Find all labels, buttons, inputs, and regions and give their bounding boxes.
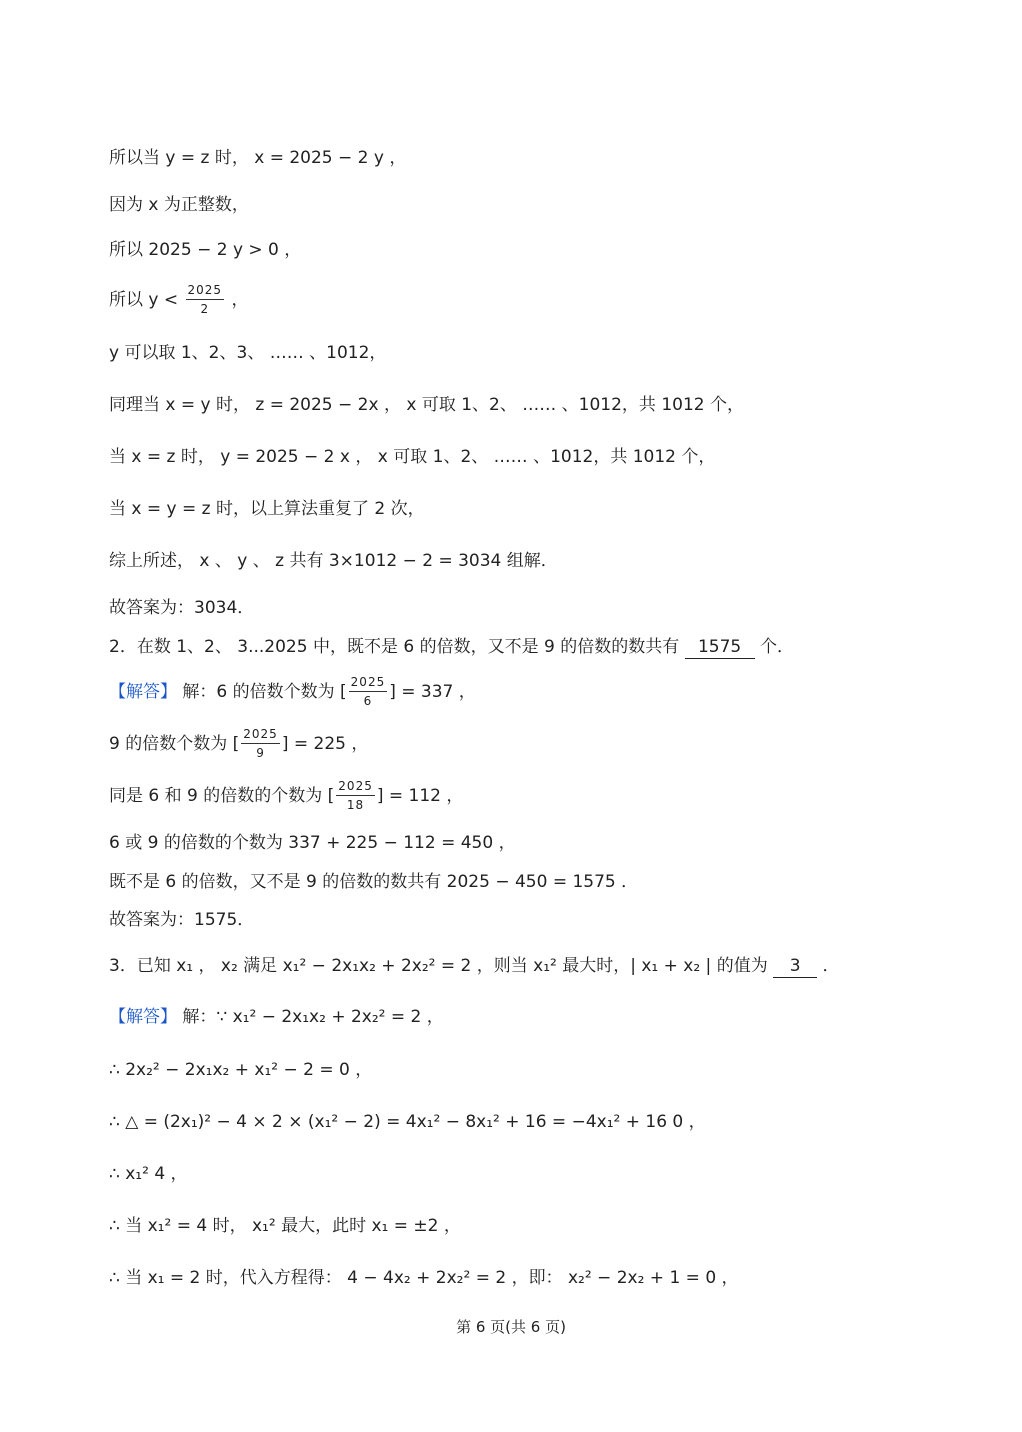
q2-answer-blank: 1575: [685, 636, 755, 659]
solution-line-4: [109, 282, 248, 318]
fraction-denominator: 6: [363, 694, 373, 708]
q2-solution-1: [109, 674, 476, 710]
fraction: [349, 674, 388, 710]
q2-s1-prefix: 解：6 的倍数个数为 [: [182, 682, 347, 702]
q2-solution-2: [109, 726, 368, 762]
solution-line-9: 综上所述， x 、 y 、 z 共有 3×1012 − 2 = 3034 组解．: [109, 551, 558, 571]
q3-solution-5: ∴ 当 x₁² = 4 时， x₁² 最大，此时 x₁ = ±2 ，: [109, 1216, 461, 1236]
fraction: [241, 726, 280, 762]
answer-tag: 【解答】: [109, 682, 177, 702]
fraction: [336, 778, 375, 814]
q3-stem-end: ．: [817, 956, 840, 976]
solution-line-1: 所以当 y = z 时， x = 2025 − 2 y ，: [109, 148, 407, 168]
q2-answer-line: 故答案为：1575．: [109, 910, 255, 930]
question-2-stem: [109, 636, 794, 659]
solution-line-3: 所以 2025 − 2 y > 0 ，: [109, 240, 302, 260]
q3-solution-6: ∴ 当 x₁ = 2 时，代入方程得： 4 − 4x₂ + 2x₂² = 2 ，即： x₂² − 2x₂ + 1 = 0 ，: [109, 1268, 739, 1288]
fraction-numerator: 2025: [241, 726, 280, 744]
q2-s2-prefix: 9 的倍数个数为 [: [109, 734, 240, 754]
q3-solution-4: ∴ x₁² 4 ，: [109, 1164, 188, 1184]
fraction-denominator: 18: [346, 798, 365, 812]
fraction-numerator: 2025: [349, 674, 388, 692]
fraction-numerator: 2025: [336, 778, 375, 796]
q3-solution-1: [109, 1006, 444, 1028]
q3-stem-text: 3．已知 x₁ ， x₂ 满足 x₁² − 2x₁x₂ + 2x₂² = 2 ，则当 x₁² 最大时，| x₁ + x₂ | 的值为: [109, 956, 774, 976]
solution-line-7: 当 x = z 时， y = 2025 − 2 x ， x 可取 1、2、 …… 、1012，共 1012 个，: [109, 447, 716, 467]
q2-solution-3: [109, 778, 463, 814]
solution-line-6: 同理当 x = y 时， z = 2025 − 2x ， x 可取 1、2、 …… 、1012，共 1012 个，: [109, 395, 745, 415]
q2-s2-suffix: ] = 225 ，: [281, 734, 369, 754]
line4-suffix: ，: [231, 290, 249, 310]
q2-s3-prefix: 同是 6 和 9 的倍数的个数为 [: [109, 786, 335, 806]
solution-line-5: y 可以取 1、2、3、 …… 、1012，: [109, 343, 387, 363]
q3-s1-text: 解：∵ x₁² − 2x₁x₂ + 2x₂² = 2 ，: [182, 1007, 444, 1027]
q2-s3-suffix: ] = 112 ，: [376, 786, 464, 806]
answer-tag: 【解答】: [109, 1007, 177, 1027]
solution-line-2: 因为 x 为正整数，: [109, 195, 249, 215]
q2-stem-text: 2．在数 1、2、 3...2025 中，既不是 6 的倍数，又不是 9 的倍数的数共有: [109, 637, 685, 657]
q3-answer-blank: 3: [773, 955, 817, 978]
q3-solution-3: ∴ △ = (2x₁)² − 4 × 2 × (x₁² − 2) = 4x₁² − 8x₁² + 16 = −4x₁² + 16 0 ，: [109, 1112, 706, 1132]
question-3-stem: [109, 955, 840, 978]
q2-s1-suffix: ] = 337 ，: [389, 682, 476, 702]
answer-line-1: 故答案为：3034．: [109, 598, 255, 618]
q3-solution-2: ∴ 2x₂² − 2x₁x₂ + x₁² − 2 = 0 ，: [109, 1060, 373, 1080]
q2-solution-5: 既不是 6 的倍数，又不是 9 的倍数的数共有 2025 − 450 = 1575 ．: [109, 872, 639, 892]
fraction-numerator: 2025: [186, 282, 225, 300]
fraction: [186, 282, 225, 318]
line4-prefix: 所以 y <: [109, 290, 179, 310]
fraction-denominator: 2: [200, 302, 210, 316]
fraction-denominator: 9: [256, 746, 265, 760]
solution-line-8: 当 x = y = z 时，以上算法重复了 2 次，: [109, 499, 425, 519]
q2-stem-end: 个．: [754, 637, 795, 657]
page-footer: 第 6 页(共 6 页): [456, 1318, 566, 1336]
q2-solution-4: 6 或 9 的倍数的个数为 337 + 225 − 112 = 450 ，: [109, 833, 516, 853]
